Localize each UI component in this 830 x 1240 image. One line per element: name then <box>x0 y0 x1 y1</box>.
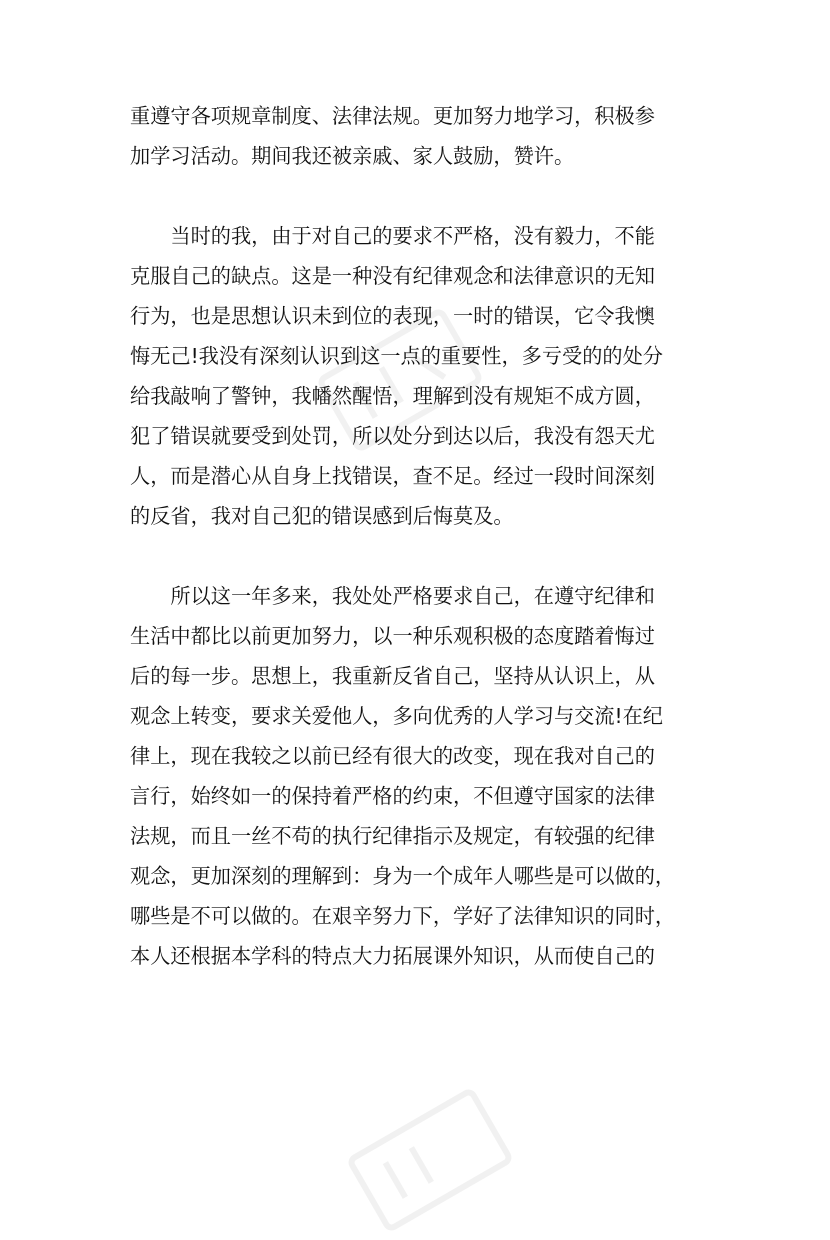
text-line: 悔无己!我没有深刻认识到这一点的重要性，多亏受的的处分 <box>130 344 663 368</box>
paragraph-3 <box>130 576 706 976</box>
text-line: 克服自己的缺点。这是一种没有纪律观念和法律意识的无知 <box>130 264 655 288</box>
text-line: 后的每一步。思想上，我重新反省自己，坚持从认识上，从 <box>130 664 655 688</box>
text-line: 给我敲响了警钟，我幡然醒悟，理解到没有规矩不成方圆， <box>130 384 655 408</box>
text-line: 行为，也是思想认识未到位的表现，一时的错误，它令我懊 <box>130 304 655 328</box>
text-line: 加学习活动。期间我还被亲戚、家人鼓励，赞许。 <box>130 144 575 168</box>
text-line: 观念上转变，要求关爱他人，多向优秀的人学习与交流!在纪 <box>130 704 663 728</box>
text-line: 生活中都比以前更加努力，以一种乐观积极的态度踏着悔过 <box>130 624 655 648</box>
text-line: 的反省，我对自己犯的错误感到后悔莫及。 <box>130 504 514 528</box>
text-line: 律上，现在我较之以前已经有很大的改变，现在我对自己的 <box>130 744 655 768</box>
text-line: 人，而是潜心从自身上找错误，查不足。经过一段时间深刻 <box>130 464 655 488</box>
text-line: 哪些是不可以做的。在艰辛努力下，学好了法律知识的同时， <box>130 904 676 928</box>
text-line: 重遵守各项规章制度、法律法规。更加努力地学习，积极参 <box>130 104 655 128</box>
document-body <box>130 96 706 1016</box>
text-line: 本人还根据本学科的特点大力拓展课外知识，从而使自己的 <box>130 944 655 968</box>
text-line: 所以这一年多来，我处处严格要求自己，在遵守纪律和 <box>170 584 655 608</box>
text-line: 犯了错误就要受到处罚，所以处分到达以后，我没有怨天尤 <box>130 424 655 448</box>
paragraph-2 <box>130 216 706 536</box>
text-line: 法规，而且一丝不苟的执行纪律指示及规定，有较强的纪律 <box>130 824 655 848</box>
watermark-logo-icon <box>330 1080 530 1240</box>
text-line: 观念，更加深刻的理解到：身为一个成年人哪些是可以做的， <box>130 864 676 888</box>
paragraph-1 <box>130 96 706 176</box>
text-line: 当时的我，由于对自己的要求不严格，没有毅力，不能 <box>170 224 655 248</box>
text-line: 言行，始终如一的保持着严格的约束，不但遵守国家的法律 <box>130 784 655 808</box>
